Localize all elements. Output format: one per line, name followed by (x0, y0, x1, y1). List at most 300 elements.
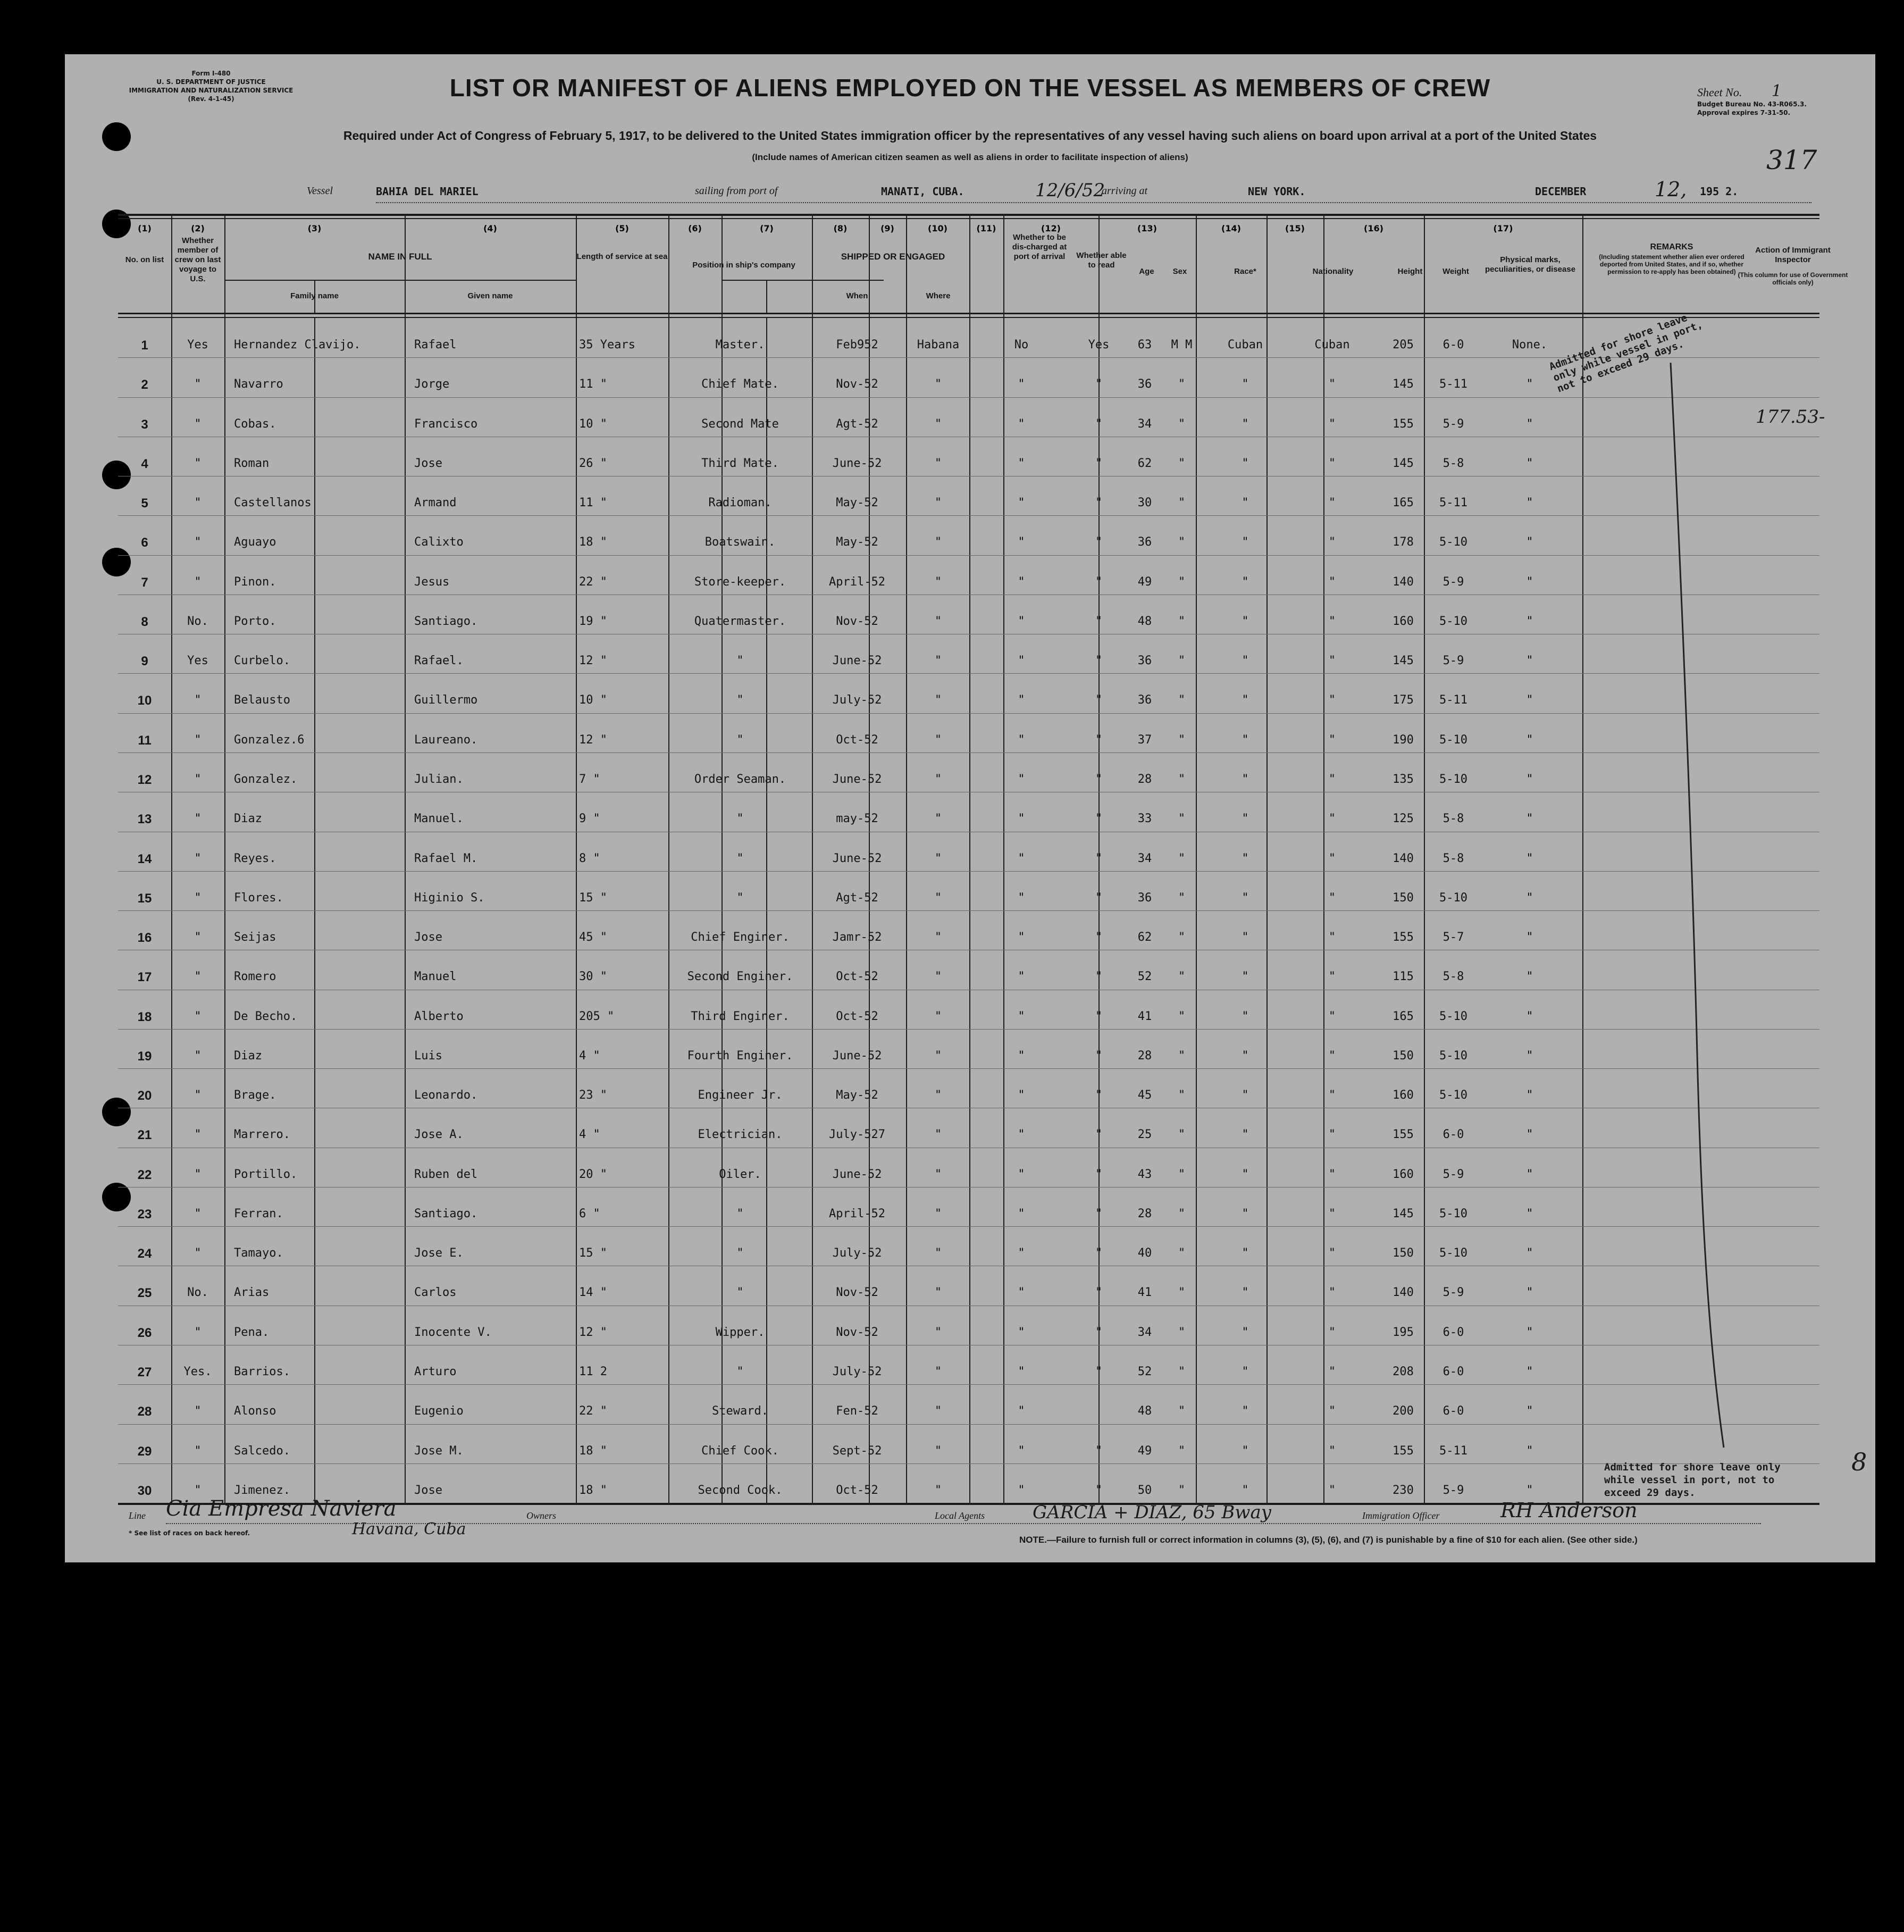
table-row (118, 595, 1819, 634)
family-name-cell: Tamayo. (234, 1247, 283, 1260)
crew-table (118, 214, 1867, 1506)
physical-marks-cell: " (1526, 536, 1533, 549)
race-cell: " (1242, 614, 1249, 628)
service-length-cell: 23 " (579, 1089, 607, 1102)
table-row (118, 910, 1819, 950)
arrival-port: NEW YORK. (1248, 185, 1306, 198)
family-name-cell: Navarro (234, 378, 283, 391)
able-to-read-cell: " (1095, 1089, 1103, 1102)
nationality-cell: " (1328, 693, 1336, 707)
last-voyage-cell: " (194, 1009, 202, 1023)
header-family-name: Family name (290, 291, 339, 300)
row-number: 5 (141, 496, 148, 511)
sailing-port: MANATI, CUBA. (881, 185, 964, 198)
sex-cell: " (1178, 1128, 1186, 1142)
table-row (118, 1068, 1819, 1108)
last-voyage-cell: " (194, 1167, 202, 1181)
age-cell: 30 (1137, 496, 1152, 510)
arriving-label: arriving at (1102, 185, 1148, 197)
race-cell: " (1242, 1444, 1249, 1458)
sex-cell: " (1178, 970, 1186, 984)
race-cell: " (1242, 931, 1249, 944)
height-cell: 150 (1393, 1049, 1414, 1063)
officer-label: Immigration Officer (1362, 1510, 1440, 1521)
budget-number: Budget Bureau No. 43-R065.3. (1697, 101, 1807, 108)
nationality-cell: " (1328, 1444, 1336, 1458)
family-name-cell: Jimenez. (234, 1483, 290, 1497)
sex-cell: " (1178, 772, 1186, 786)
weight-cell: 5-9 (1442, 1167, 1464, 1181)
position-cell: Oiler. (719, 1167, 761, 1181)
race-cell: " (1242, 536, 1249, 549)
given-name-cell: Inocente V. (414, 1325, 492, 1339)
age-cell: 48 (1137, 614, 1152, 628)
race-cell: " (1242, 772, 1249, 786)
age-cell: 40 (1137, 1247, 1152, 1260)
position-cell: Chief Cook. (701, 1444, 779, 1458)
last-voyage-cell: " (194, 851, 202, 865)
family-name-cell: Ferran. (234, 1207, 283, 1220)
height-cell: 155 (1393, 1128, 1414, 1142)
able-to-read-cell: " (1095, 1365, 1103, 1379)
shipped-where-cell: " (934, 1049, 942, 1063)
race-cell: " (1242, 693, 1249, 707)
shipped-when-cell: June-52 (832, 654, 882, 668)
position-cell: " (736, 1286, 744, 1300)
nationality-cell: " (1328, 496, 1336, 510)
discharged-cell: " (1018, 456, 1025, 470)
position-cell: Quatermaster. (694, 614, 786, 628)
row-number: 24 (137, 1247, 152, 1261)
physical-marks-cell: " (1526, 1009, 1533, 1023)
table-row (118, 713, 1819, 752)
row-number: 26 (137, 1325, 152, 1340)
nationality-cell: " (1328, 378, 1336, 391)
table-row (118, 1108, 1819, 1147)
table-row (118, 476, 1819, 515)
given-name-cell: Jose A. (414, 1128, 464, 1142)
last-voyage-cell: " (194, 970, 202, 984)
column-number: (10) (928, 223, 947, 233)
table-row (118, 318, 1819, 357)
physical-marks-cell: " (1526, 496, 1533, 510)
position-cell: " (736, 1207, 744, 1220)
given-name-cell: Santiago. (414, 1207, 478, 1220)
nationality-cell: " (1328, 614, 1336, 628)
given-name-cell: Jose (414, 456, 442, 470)
sex-cell: " (1178, 1404, 1186, 1418)
shipped-where-cell: " (934, 970, 942, 984)
physical-marks-cell: " (1526, 614, 1533, 628)
shipped-where-cell: " (934, 1167, 942, 1181)
sex-cell: " (1178, 536, 1186, 549)
service-length-cell: 12 " (579, 733, 607, 747)
height-cell: 115 (1393, 970, 1414, 984)
nationality-cell: " (1328, 812, 1336, 826)
include-note: (Include names of American citizen seamen as well as aliens in order to facilitate inspection of aliens) (752, 152, 1188, 162)
table-row (118, 397, 1819, 437)
height-cell: 155 (1393, 1444, 1414, 1458)
position-cell: " (736, 654, 744, 668)
last-voyage-cell: " (194, 1207, 202, 1220)
discharged-cell: " (1018, 1365, 1025, 1379)
table-row (118, 1266, 1819, 1305)
column-number: (14) (1221, 223, 1241, 233)
discharged-cell: " (1018, 1325, 1025, 1339)
shipped-when-cell: June-52 (832, 1167, 882, 1181)
approval-expiry: Approval expires 7-31-50. (1697, 109, 1791, 116)
nationality-cell: " (1328, 654, 1336, 668)
shipped-when-cell: May-52 (836, 496, 878, 510)
revision: (Rev. 4-1-45) (188, 95, 234, 103)
physical-marks-cell: " (1526, 1286, 1533, 1300)
row-number: 8 (141, 614, 148, 629)
shipped-when-cell: Sept-52 (832, 1444, 882, 1458)
column-number: (11) (976, 223, 996, 233)
nationality-cell: " (1328, 772, 1336, 786)
family-name-cell: Gonzalez.6 (234, 733, 305, 747)
position-cell: " (736, 693, 744, 707)
nationality-cell: " (1328, 1483, 1336, 1497)
shipped-where-cell: " (934, 1325, 942, 1339)
row-number: 12 (137, 772, 152, 787)
family-name-cell: Marrero. (234, 1128, 290, 1142)
weight-cell: 6-0 (1442, 1404, 1464, 1418)
position-cell: " (736, 733, 744, 747)
race-cell: " (1242, 1207, 1249, 1220)
nationality-cell: " (1328, 1089, 1336, 1102)
race-cell: " (1242, 496, 1249, 510)
table-row (118, 832, 1819, 871)
able-to-read-cell: " (1095, 931, 1103, 944)
physical-marks-cell: " (1526, 1247, 1533, 1260)
shipped-when-cell: Agt-52 (836, 891, 878, 905)
header-physical-marks: Physical marks, peculiarities, or disease (1484, 255, 1576, 274)
age-cell: 28 (1137, 1049, 1152, 1063)
nationality-cell: " (1328, 1009, 1336, 1023)
shipped-where-cell: " (934, 1247, 942, 1260)
owners-label: Owners (526, 1510, 557, 1521)
shipped-when-cell: Agt-52 (836, 417, 878, 431)
table-row (118, 437, 1819, 476)
header-height: Height (1397, 267, 1423, 276)
height-cell: 125 (1393, 812, 1414, 826)
column-number: (13) (1137, 223, 1157, 233)
service-length-cell: 205 " (579, 1009, 615, 1023)
weight-cell: 5-10 (1439, 536, 1467, 549)
manifest-sheet (65, 54, 1875, 1562)
discharged-cell: " (1018, 1247, 1025, 1260)
discharged-cell: " (1018, 1049, 1025, 1063)
position-cell: " (736, 851, 744, 865)
able-to-read-cell: " (1095, 575, 1103, 589)
discharged-cell: " (1018, 1009, 1025, 1023)
age-cell: 36 (1137, 378, 1152, 391)
service-length-cell: 18 " (579, 1444, 607, 1458)
table-row (118, 1345, 1819, 1384)
height-cell: 190 (1393, 733, 1414, 747)
weight-cell: 5-10 (1439, 1049, 1467, 1063)
weight-cell: 5-10 (1439, 1009, 1467, 1023)
header-given-name: Given name (467, 291, 513, 300)
height-cell: 160 (1393, 614, 1414, 628)
height-cell: 150 (1393, 1247, 1414, 1260)
height-cell: 175 (1393, 693, 1414, 707)
physical-marks-cell: " (1526, 851, 1533, 865)
height-cell: 200 (1393, 1404, 1414, 1418)
discharged-cell: " (1018, 378, 1025, 391)
position-cell: " (736, 1247, 744, 1260)
nationality-cell: " (1328, 851, 1336, 865)
shipped-where-cell: " (934, 417, 942, 431)
nationality-cell: Cuban (1314, 338, 1350, 352)
nationality-cell: " (1328, 733, 1336, 747)
nationality-cell: " (1328, 1167, 1336, 1181)
able-to-read-cell: Yes (1088, 338, 1110, 352)
nationality-cell: " (1328, 1286, 1336, 1300)
sailing-label: sailing from port of (695, 185, 778, 197)
race-cell: " (1242, 891, 1249, 905)
physical-marks-cell: " (1526, 931, 1533, 944)
given-name-cell: Manuel. (414, 812, 464, 826)
family-name-cell: Belausto (234, 693, 290, 707)
family-name-cell: Hernandez Clavijo. (234, 338, 361, 352)
given-name-cell: Carlos (414, 1286, 457, 1300)
weight-cell: 6-0 (1442, 1128, 1464, 1142)
discharged-cell: " (1018, 1128, 1025, 1142)
shipped-when-cell: Oct-52 (836, 1483, 878, 1497)
row-number: 28 (137, 1404, 152, 1419)
row-number: 14 (137, 851, 152, 866)
service-length-cell: 30 " (579, 970, 607, 984)
age-cell: 34 (1137, 851, 1152, 865)
nationality-cell: " (1328, 1404, 1336, 1418)
service-length-cell: 18 " (579, 1483, 607, 1497)
family-name-cell: Roman (234, 456, 270, 470)
position-cell: " (736, 1365, 744, 1379)
race-cell: " (1242, 1365, 1249, 1379)
discharged-cell: " (1018, 772, 1025, 786)
row-number: 23 (137, 1207, 152, 1222)
race-cell: " (1242, 575, 1249, 589)
row-number: 11 (138, 733, 152, 748)
table-row (118, 634, 1819, 673)
row-number: 16 (137, 931, 152, 946)
race-cell: " (1242, 812, 1249, 826)
shipped-where-cell: " (934, 1207, 942, 1220)
able-to-read-cell: " (1095, 891, 1103, 905)
service-length-cell: 7 " (579, 772, 600, 786)
service-length-cell: 22 " (579, 1404, 607, 1418)
able-to-read-cell: " (1095, 1444, 1103, 1458)
shipped-where-cell: " (934, 1404, 942, 1418)
physical-marks-cell: " (1526, 1207, 1533, 1220)
race-cell: " (1242, 851, 1249, 865)
sex-cell: " (1178, 1049, 1186, 1063)
physical-marks-cell: " (1526, 772, 1533, 786)
service-length-cell: 11 " (579, 496, 607, 510)
last-voyage-cell: Yes (187, 654, 208, 668)
given-name-cell: Luis (414, 1049, 442, 1063)
discharged-cell: " (1018, 891, 1025, 905)
row-number: 10 (137, 693, 152, 708)
given-name-cell: Jose E. (414, 1247, 464, 1260)
able-to-read-cell: " (1095, 1207, 1103, 1220)
physical-marks-cell: " (1526, 417, 1533, 431)
height-cell: 230 (1393, 1483, 1414, 1497)
able-to-read-cell: " (1095, 693, 1103, 707)
pencil-line (1660, 363, 1734, 1458)
shipped-when-cell: July-52 (832, 693, 882, 707)
sex-cell: " (1178, 1009, 1186, 1023)
sex-cell: " (1178, 496, 1186, 510)
age-cell: 36 (1137, 891, 1152, 905)
age-cell: 63 (1137, 338, 1152, 352)
row-number: 22 (137, 1167, 152, 1182)
service-length-cell: 11 2 (579, 1365, 607, 1379)
height-cell: 208 (1393, 1365, 1414, 1379)
height-cell: 145 (1393, 1207, 1414, 1220)
family-name-cell: Gonzalez. (234, 772, 298, 786)
table-row (118, 1187, 1819, 1226)
table-row (118, 673, 1819, 713)
sex-cell: " (1178, 1167, 1186, 1181)
weight-cell: 5-8 (1442, 970, 1464, 984)
age-cell: 43 (1137, 1167, 1152, 1181)
last-voyage-cell: " (194, 378, 202, 391)
able-to-read-cell: " (1095, 1167, 1103, 1181)
discharged-cell: " (1018, 733, 1025, 747)
physical-marks-cell: " (1526, 1049, 1533, 1063)
footer-note: NOTE.—Failure to furnish full or correct information in columns (3), (5), (6), and (7) is punishable by a fine of $10 for each alien. (See other side.) (1019, 1535, 1638, 1545)
header-no-on-list: No. on list (125, 255, 164, 264)
row-number: 17 (137, 970, 152, 985)
shipped-when-cell: Nov-52 (836, 614, 878, 628)
shipped-where-cell: " (934, 733, 942, 747)
discharged-cell: " (1018, 693, 1025, 707)
sheet-number (1697, 82, 1782, 101)
weight-cell: 5-10 (1439, 1207, 1467, 1220)
given-name-cell: Francisco (414, 417, 478, 431)
shipped-when-cell: Oct-52 (836, 733, 878, 747)
last-voyage-cell: " (194, 1049, 202, 1063)
nationality-cell: " (1328, 891, 1336, 905)
shipped-where-cell: " (934, 693, 942, 707)
header-action-note: (This column for use of Government officials only) (1738, 271, 1848, 286)
given-name-cell: Julian. (414, 772, 464, 786)
sex-cell: " (1178, 417, 1186, 431)
sex-cell: " (1178, 456, 1186, 470)
race-cell: " (1242, 417, 1249, 431)
weight-cell: 5-10 (1439, 614, 1467, 628)
column-number: (9) (880, 223, 894, 233)
race-cell: " (1242, 1009, 1249, 1023)
shipped-when-cell: July-527 (829, 1128, 885, 1142)
shipped-when-cell: June-52 (832, 456, 882, 470)
position-cell: Radioman. (708, 496, 772, 510)
sail-date: 12/6/52 (1035, 180, 1105, 201)
given-name-cell: Alberto (414, 1009, 464, 1023)
arrival-day: 12, (1655, 178, 1687, 201)
physical-marks-cell: " (1526, 1167, 1533, 1181)
table-row (118, 515, 1819, 555)
table-row (118, 990, 1819, 1029)
height-cell: 145 (1393, 456, 1414, 470)
shipped-where-cell: " (934, 1009, 942, 1023)
family-name-cell: Brage. (234, 1089, 276, 1102)
header-sex: Sex (1172, 267, 1187, 276)
shipped-when-cell: May-52 (836, 536, 878, 549)
shipped-when-cell: April-52 (829, 1207, 885, 1220)
arrival-month: DECEMBER (1535, 185, 1587, 198)
last-voyage-cell: " (194, 931, 202, 944)
family-name-cell: Cobas. (234, 417, 276, 431)
discharged-cell: " (1018, 851, 1025, 865)
discharged-cell: " (1018, 1089, 1025, 1102)
race-cell: " (1242, 1286, 1249, 1300)
vessel-line (307, 178, 1849, 201)
shipped-where-cell: " (934, 931, 942, 944)
position-cell: Electrician. (698, 1128, 783, 1142)
race-cell: " (1242, 1247, 1249, 1260)
weight-cell: 5-11 (1439, 496, 1467, 510)
race-cell: " (1242, 1128, 1249, 1142)
service-length-cell: 12 " (579, 654, 607, 668)
header-shipped-engaged: SHIPPED OR ENGAGED (841, 252, 945, 262)
discharged-cell: " (1018, 496, 1025, 510)
age-cell: 41 (1137, 1009, 1152, 1023)
table-row (118, 871, 1819, 910)
discharged-cell: " (1018, 1167, 1025, 1181)
shipped-where-cell: " (934, 536, 942, 549)
height-cell: 155 (1393, 417, 1414, 431)
able-to-read-cell: " (1095, 536, 1103, 549)
last-voyage-cell: " (194, 693, 202, 707)
table-row (118, 1029, 1819, 1068)
given-name-cell: Higinio S. (414, 891, 485, 905)
physical-marks-cell: " (1526, 456, 1533, 470)
weight-cell: 5-10 (1439, 772, 1467, 786)
service-length-cell: 45 " (579, 931, 607, 944)
row-number: 30 (137, 1483, 152, 1498)
last-voyage-cell: " (194, 417, 202, 431)
age-cell: 28 (1137, 1207, 1152, 1220)
age-cell: 37 (1137, 733, 1152, 747)
races-note: * See list of races on back hereof. (129, 1529, 250, 1537)
position-cell: Chief Enginer. (691, 931, 790, 944)
column-number: (15) (1285, 223, 1305, 233)
last-voyage-cell: No. (187, 1286, 208, 1300)
able-to-read-cell: " (1095, 812, 1103, 826)
physical-marks-cell: " (1526, 378, 1533, 391)
shipped-when-cell: July-52 (832, 1365, 882, 1379)
requirement-text: Required under Act of Congress of February 5, 1917, to be delivered to the United States immigration officer by the representatives of any vessel having such aliens on board upon arrival at a port of the United States (343, 129, 1597, 143)
family-name-cell: Curbelo. (234, 654, 290, 668)
physical-marks-cell: " (1526, 1325, 1533, 1339)
race-cell: " (1242, 1325, 1249, 1339)
last-voyage-cell: Yes. (183, 1365, 212, 1379)
shipped-where-cell: " (934, 1286, 942, 1300)
last-voyage-cell: No. (187, 614, 208, 628)
sex-cell: " (1178, 812, 1186, 826)
sex-cell: " (1178, 1483, 1186, 1497)
sex-cell: " (1178, 1207, 1186, 1220)
budget-info (1697, 100, 1851, 117)
column-number: (16) (1364, 223, 1383, 233)
sex-cell: " (1178, 1089, 1186, 1102)
shipped-where-cell: " (934, 851, 942, 865)
family-name-cell: De Becho. (234, 1009, 298, 1023)
